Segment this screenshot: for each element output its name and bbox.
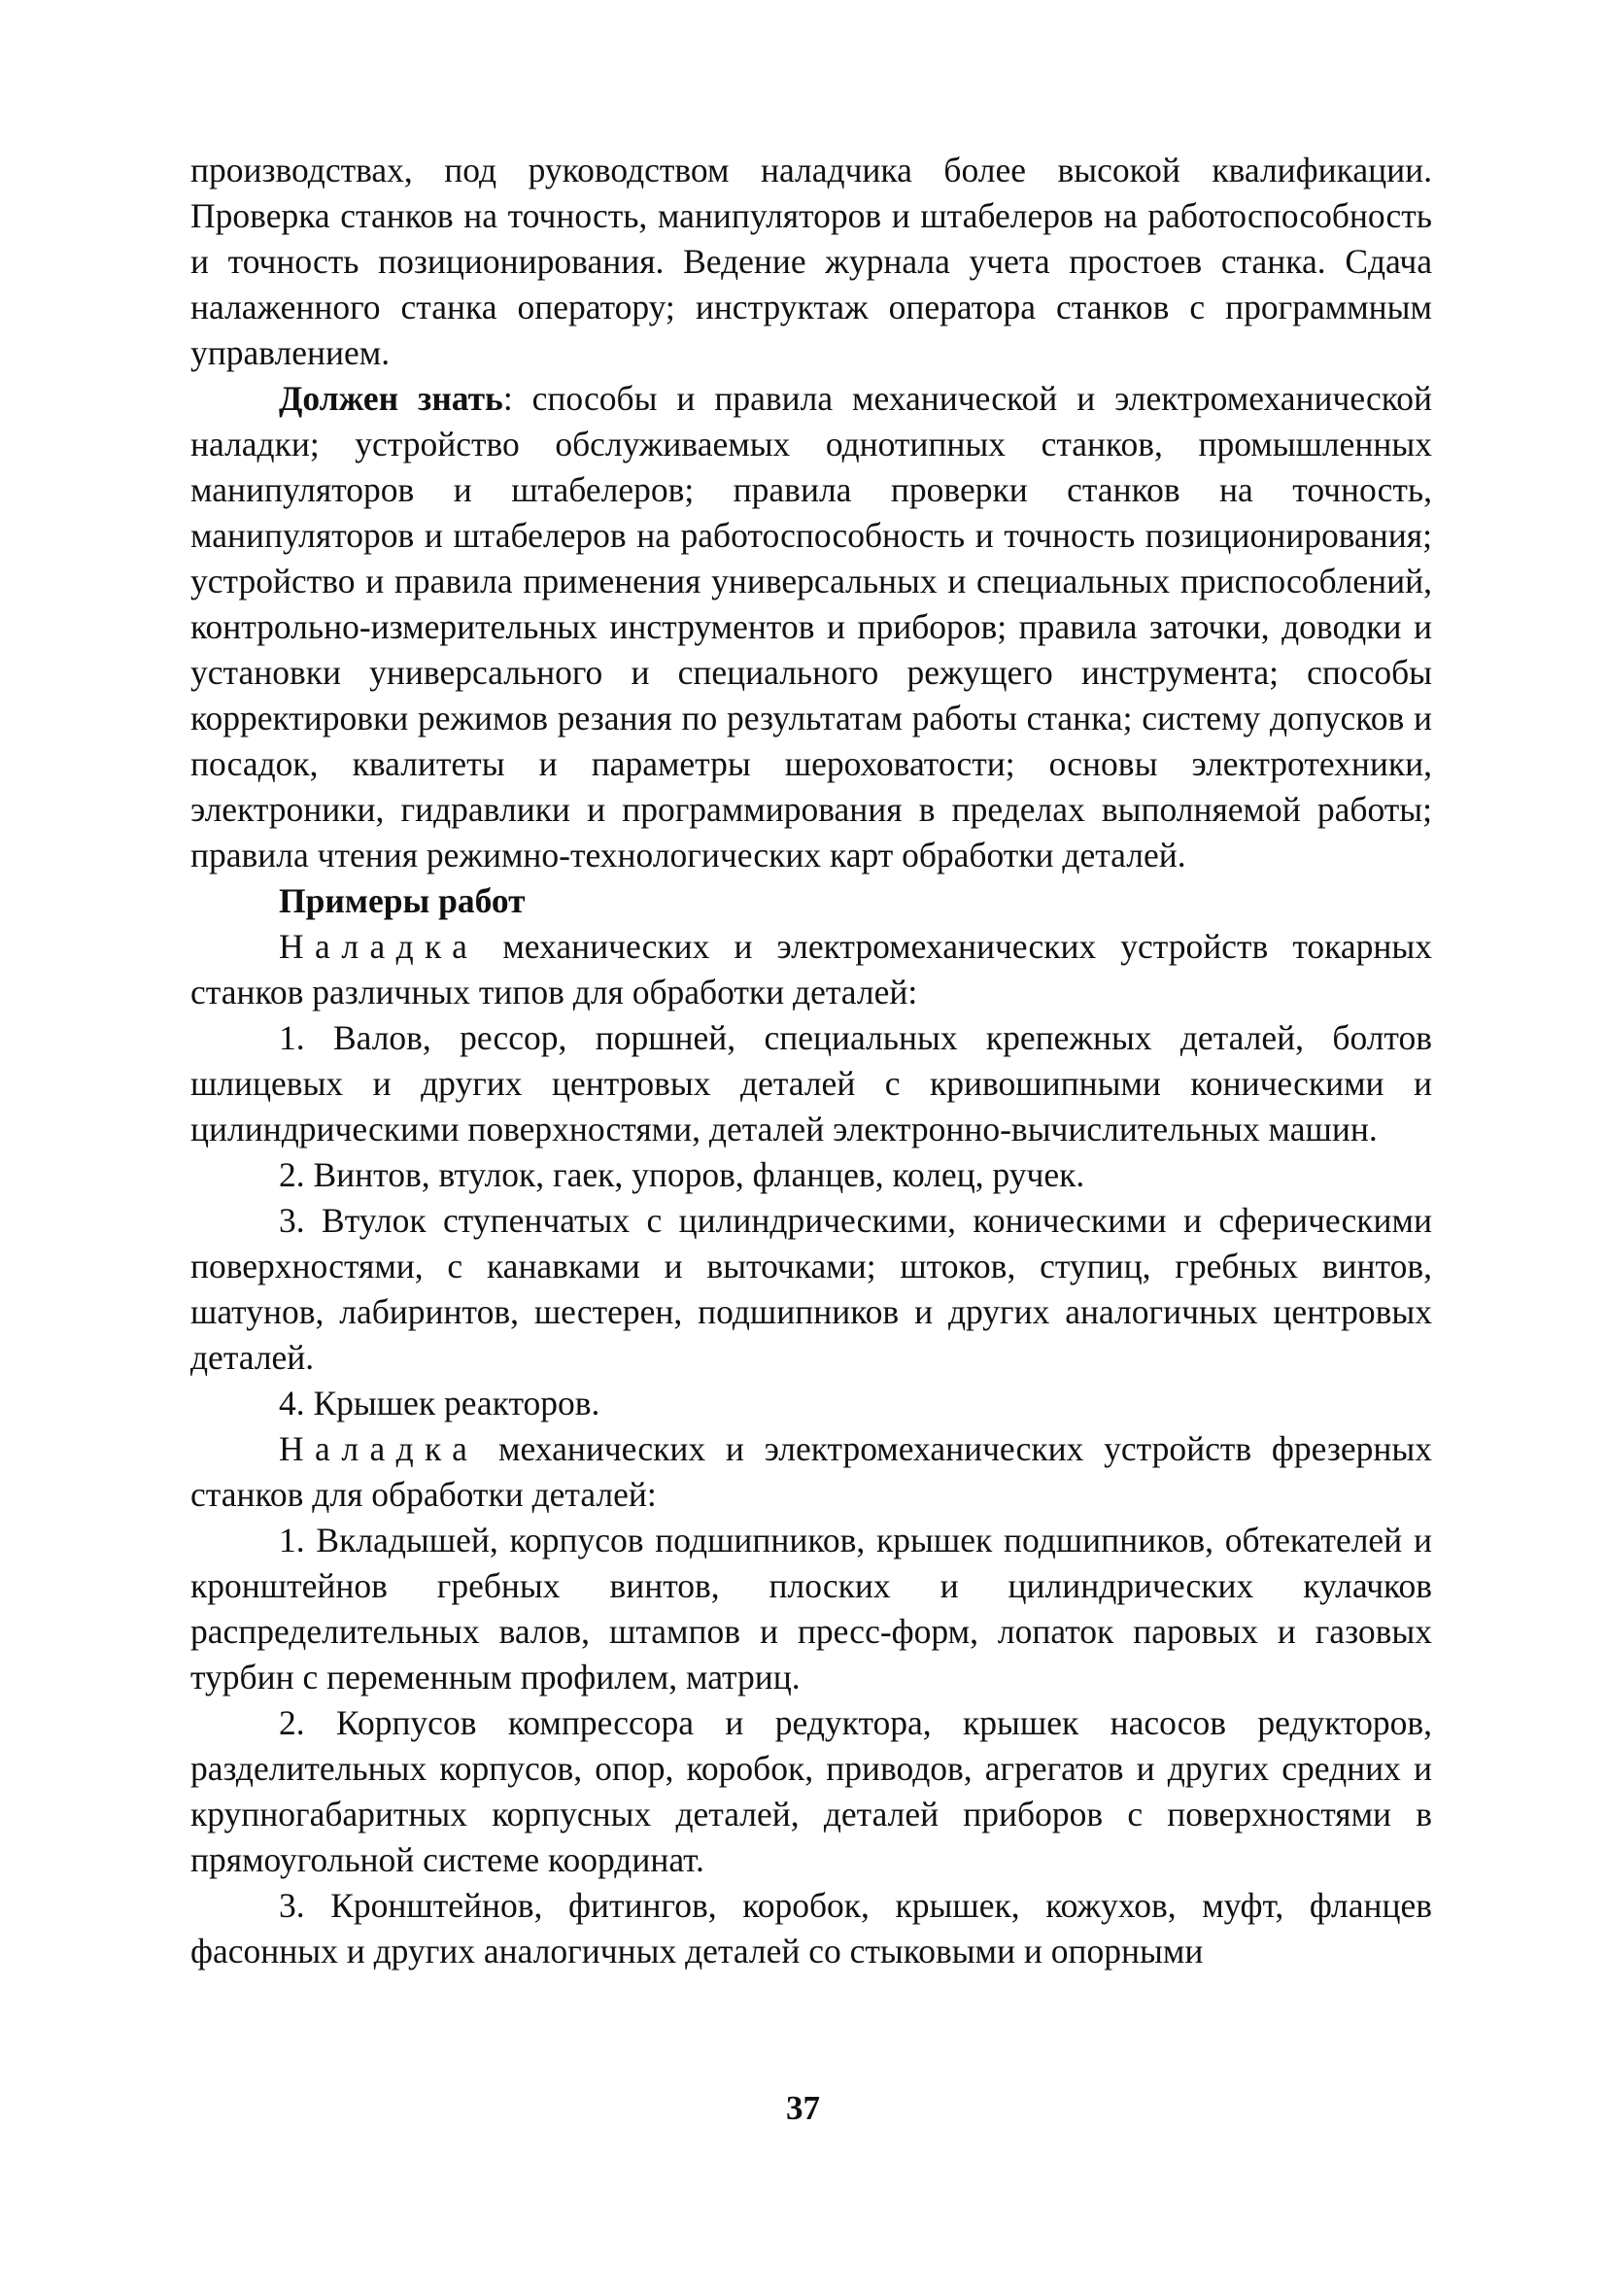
list-item-milling-2: 2. Корпусов компрессора и редуктора, крышек насосов редукторов, разделительных корпусов, опор, коробок, приводов, агрегатов и других средних и крупногабаритных корпусных деталей, деталей приборов с поверхностями в прямоугольной системе координат. [190, 1703, 1432, 1879]
page-body [190, 148, 1432, 1974]
paragraph-must-know [190, 376, 1432, 878]
paragraph-lathe-setup [190, 924, 1432, 1015]
spaced-term-setup: Наладка [279, 927, 479, 966]
list-item-lathe-2: 2. Винтов, втулок, гаек, упоров, фланцев, колец, ручек. [279, 1155, 1085, 1194]
spaced-term-setup-2: Наладка [279, 1429, 479, 1468]
milling-setup-text: механических и электромеханических устройств фрезерных станков для обработки деталей: [190, 1429, 1432, 1514]
must-know-label: Должен знать [279, 379, 503, 418]
paragraph-production: производствах, под руководством наладчика более высокой квалификации. Проверка станков на точность, манипуляторов и штабелеров на работоспособность и точность позиционирования. Ведение журнала учета простоев станка. Сдача налаженного станка оператору; инструктаж оператора станков с программным управлением. [190, 151, 1432, 372]
list-item-lathe-3: 3. Втулок ступенчатых с цилиндрическими, коническими и сферическими поверхностями, с канавками и выточками; штоков, ступиц, гребных винтов, шатунов, лабиринтов, шестерен, подшипников и других аналогичных центровых деталей. [190, 1201, 1432, 1377]
lathe-setup-text: механических и электромеханических устройств токарных станков различных типов для обработки деталей: [190, 927, 1432, 1011]
paragraph-milling-setup [190, 1426, 1432, 1518]
page-number: 37 [786, 2089, 820, 2127]
list-item-lathe-4: 4. Крышек реакторов. [279, 1384, 600, 1422]
list-item-lathe-1: 1. Валов, рессор, поршней, специальных крепежных деталей, болтов шлицевых и других центровых деталей с кривошипными коническими и цилиндрическими поверхностями, деталей электронно-вычислительных машин. [190, 1018, 1432, 1148]
list-item-milling-1: 1. Вкладышей, корпусов подшипников, крышек подшипников, обтекателей и кронштейнов гребных винтов, плоских и цилиндрических кулачков распределительных валов, штампов и пресс-форм, лопаток паровых и газовых турбин с переменным профилем, матриц. [190, 1521, 1432, 1696]
section-heading-examples: Примеры работ [279, 881, 526, 920]
list-item-milling-3: 3. Кронштейнов, фитингов, коробок, крышек, кожухов, муфт, фланцев фасонных и других аналогичных деталей со стыковыми и опорными [190, 1886, 1432, 1970]
must-know-text: : способы и правила механической и электромеханической наладки; устройство обслуживаемых однотипных станков, промышленных манипуляторов и штабелеров; правила проверки станков на точность, манипуляторов и штабелеров на работоспособность и точность позиционирования; устройство и правила применения универсальных и специальных приспособлений, контрольно-измерительных инструментов и приборов; правила заточки, доводки и установки универсального и специального режущего инструмента; способы корректировки режимов резания по результатам работы станка; систему допусков и посадок, квалитеты и параметры шероховатости; основы электротехники, электроники, гидравлики и программирования в пределах выполняемой работы; правила чтения режимно-технологических карт обработки деталей. [190, 379, 1432, 874]
